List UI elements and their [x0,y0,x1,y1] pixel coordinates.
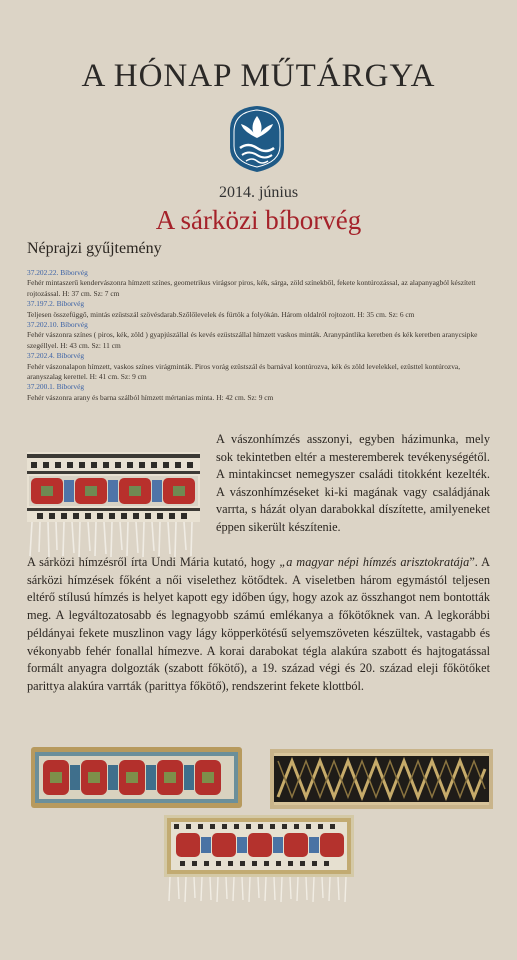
quote-text: „a magyar népi hímzés arisztokratája [279,555,470,569]
body-text-start: A sárközi hímzésről írta Undi Mária kutató, hogy [27,555,280,569]
item-description: Teljesen összefüggő, mintás ezüstszál szövésdarab.Szőlőlevelek és fürtök a folyókán. Három oldalról rojtozott. H: 35 cm. Sz: 6 cm [27,309,415,319]
collection-heading: Néprajzi gyűjtemény [27,240,162,257]
exhibition-date: 2014. június [218,184,299,201]
intro-paragraph: A vászonhímzés asszonyi, egyben házimunka, mely sok tekintetben eltér a mesteremberek tevékenységétől. A mintakincset nemegyszer családi titokként kezelték. A vászonhímzéseket ki-ki magának vagy családjának varrta, s házát olyan darabokkal díszítette, amilyeneket éppen sikerült készítenie. [216,432,490,534]
embroidery-photo-black [270,745,493,813]
item-id: 37.197.2. Bíborvég [27,299,85,309]
item-description: Fehér vászonalapon hímzett, vaskos színes virágminták. Piros vorág ezüstszál és barnával kontúrozva, kék és zöld levelekkel, ezüsttel kontúrozva, aranyszalag kerettel. H: 41 cm. Sz: 9 cm [27,361,461,382]
list-item [27,351,493,382]
item-id: 37.202.10. Bíborvég [27,320,88,330]
list-item [27,299,493,320]
body-text-rest: ”. A sárközi hímzések főként a női viselethez kötődtek. A viseletben három egymástól teljesen eltérő stílusú hímzés is helyet kapott egy időben úgy, hogy azok az összhangot nem bontották meg. A legváltozatosabb és legnagyobb számú emlékanya a főkötőknek van. A legkorábbi példányai fekete muszlinon vagy lágy köpperkötésű selyemszöveten készültek, vastagabb és vékonyabb fehér fonallal hímezve. A korai darabokat tégla alakúra szabott és hajtogatással formált anyagra dolgozták (szabott főkötő), a 19. század végi és 20. század eleji főkötőket parittya alakúra varrták (parittya főkötő), rendszerint fekete klottból. [27,555,490,693]
museum-logo-icon [222,100,292,174]
list-item [27,382,493,403]
list-item [27,320,493,351]
body-paragraph [27,554,490,696]
item-description: Fehér mintaszerű kendervászonra hímzett színes, geometrikus virágsor piros, kék, sárga, zöld színekből, fekete kontúrozással, az alapanyagból készített rojtozással. H: 37 cm. Sz: 7 cm [27,278,476,298]
embroidery-photo-center [164,815,354,903]
item-list [27,268,493,403]
item-id: 37.202.4. Bíborvég [27,351,85,361]
item-id: 37.202.22. Bíborvég [27,268,88,277]
item-description: Fehér vászonra színes ( piros, kék, zöld ) gyapjúszállal és kevés ezüstszállal hímzett vaskos minták. Aranypántlika keretben és kék keretben aranycsipke szegéllyel. H: 43 cm. Sz: 11 cm [27,330,478,350]
embroidery-photo-red [31,745,242,810]
list-item [27,268,493,299]
embroidery-photo-top [27,452,200,558]
page-title: A HÓNAP MŰTÁRGYA [81,58,436,94]
item-id: 37.200.1. Bíborvég [27,382,85,392]
object-title: A sárközi bíborvég [155,205,362,235]
item-description: Fehér vászonra arany és barna szálból hímzett mértanias minta. H: 42 cm. Sz: 9 cm [27,392,274,402]
